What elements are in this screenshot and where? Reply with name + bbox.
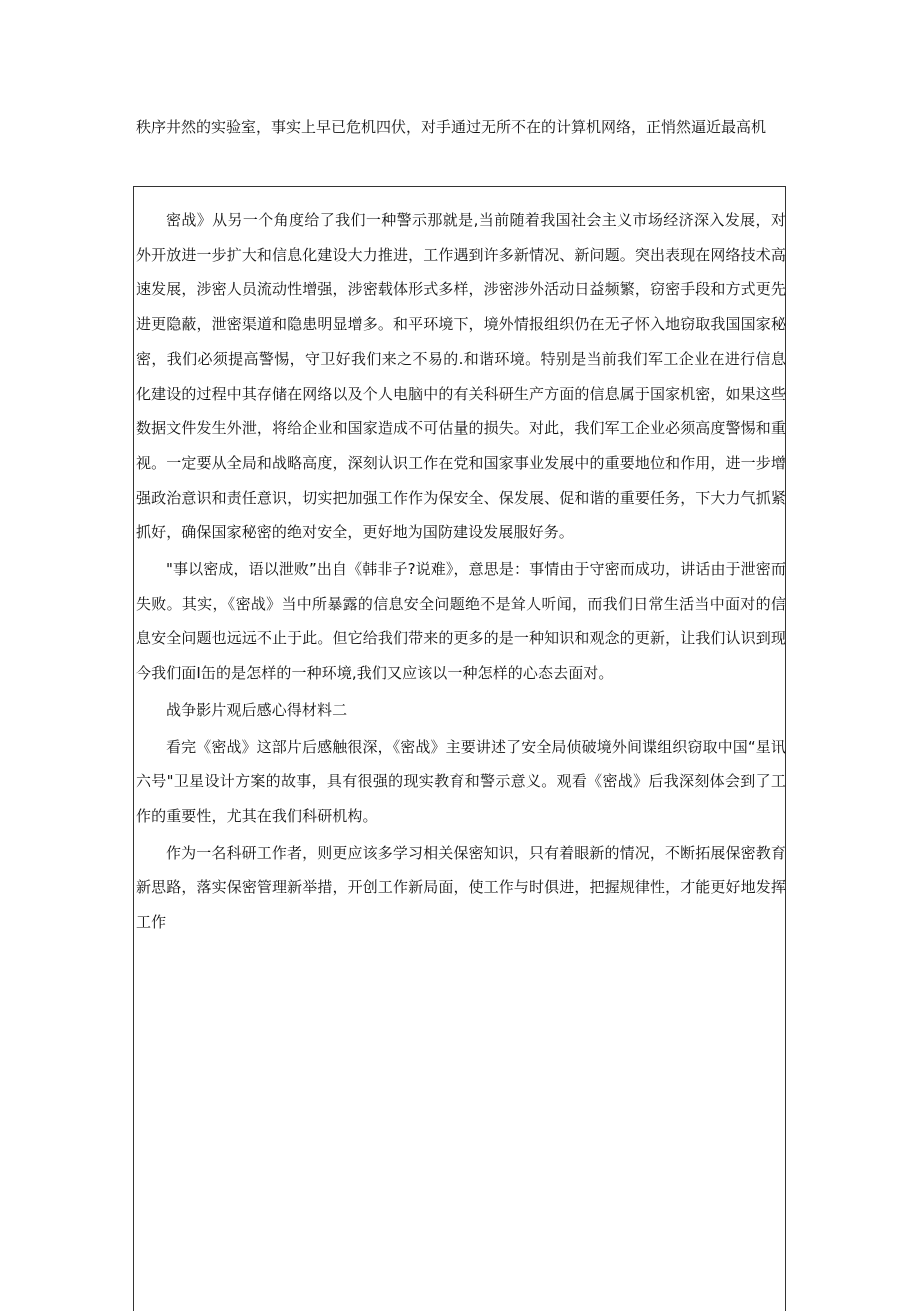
paragraph-4: 作为一名科研工作者，则更应该多学习相关保密知识，只有着眼新的情况，不断拓展保密教育新思路，落实保密管理新举措，开创工作新局面，使工作与时俱进，把握规律性，才能更好地发挥工作 (136, 843, 786, 932)
top-line-text: 秩序井然的实验室，事实上早已危机四伏，对手通过无所不在的计算机网络，正悄然逼近最高机 (136, 118, 767, 136)
section-heading: 战争影片观后感心得材料二 (166, 700, 348, 719)
paragraph-2: "事以密成，语以泄败”出自《韩非子?说难》，意思是：事情由于守密而成功，讲话由于泄密而失败。其实，《密战》当中所暴露的信息安全问题绝不是耸人听闻，而我们日常生活当中面对的信息安全问题也远远不止于此。但它给我们带来的更多的是一种知识和观念的更新，让我们认识到现今我们面I缶的是怎样的一种环境,我们又应该以一种怎样的心态去面对。 (136, 560, 786, 683)
document-body (136, 203, 786, 940)
paragraph-1: 密战》从另一个角度给了我们一种警示那就是,当前随着我国社会主义市场经济深入发展，对外开放进一步扩大和信息化建设大力推进，工作遇到许多新情况、新问题。突出表现在网络技术高速发展，涉密人员流动性增强，涉密载体形式多样，涉密涉外活动日益频繁，窃密手段和方式更先进更隐蔽，泄密渠道和隐患明显增多。和平环境下，境外情报组织仍在无孑怀入地窃取我国国家秘密，我们必须提高警惕，守卫好我们来之不易的.和谐环境。特别是当前我们军工企业在进行信息化建设的过程中其存储在网络以及个人电脑中的有关科研生产方面的信息属于国家机密，如果这些数据文件发生外泄，将给企业和国家造成不可估量的损失。对此，我们军工企业必须高度警惕和重视。一定要从全局和战略高度，深刻认识工作在党和国家事业发展中的重要地位和作用，进一步增强政治意识和责任意识，切实把加强工作作为保安全、保发展、促和谐的重要任务，下大力气抓紧抓好，确保国家秘密的绝对安全，更好地为国防建设发展服好务。 (136, 211, 786, 542)
paragraph-3: 看完《密战》这部片后感触很深，《密战》主要讲述了安全局侦破境外间谍组织窃取中国“星讯六号"卫星设计方案的故事，具有很强的现实教育和警示意义。观看《密战》后我深刻体会到了工作的重要性，尤其在我们科研机构。 (136, 737, 786, 825)
